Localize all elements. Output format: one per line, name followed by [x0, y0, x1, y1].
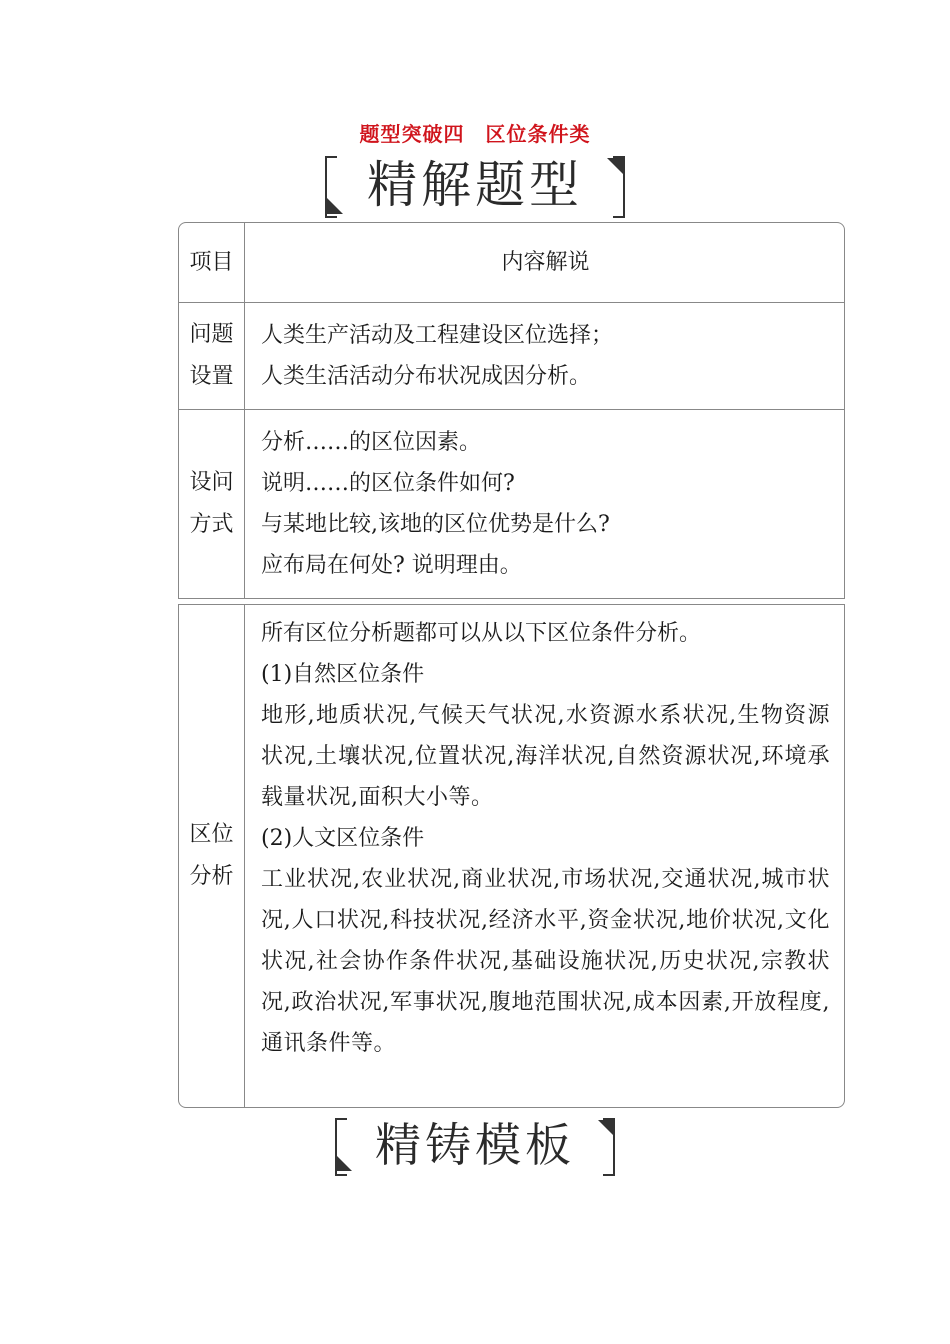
banner-top-text: 精解题型	[367, 156, 583, 214]
human-conditions-text: 工业状况,农业状况,商业状况,市场状况,交通状况,城市状况,人口状况,科技状况,经济水平,资金状况,地价状况,文化状况,社会协作条件状况,基础设施状况,历史状况,宗教状况,政治状况,军事状况,腹地范围状况,成本因素,开放程度,通讯条件等。	[261, 867, 830, 1056]
row-head-line: 区位	[189, 822, 234, 847]
natural-conditions-title: (1)自然区位条件	[261, 662, 425, 687]
page-title: 题型突破四 区位条件类	[359, 122, 591, 146]
header-content-cell: 内容解说	[501, 250, 590, 275]
row-head-line: 问题	[189, 322, 234, 347]
banner-bottom-text: 精铸模板	[375, 1118, 575, 1172]
section-banner-top	[0, 148, 950, 228]
row-head-line: 设置	[189, 364, 234, 389]
row-text-line: 分析……的区位因素。	[261, 430, 482, 455]
content-table	[178, 222, 845, 1108]
table-row	[178, 303, 845, 410]
row-body-cell	[245, 303, 844, 409]
row-body-cell	[245, 410, 844, 598]
row-text-line: 应布局在何处? 说明理由。	[261, 553, 522, 578]
analysis-intro: 所有区位分析题都可以从以下区位条件分析。	[261, 621, 702, 646]
row-text-line: 说明……的区位条件如何?	[261, 471, 515, 496]
table-row	[178, 604, 845, 1108]
row-text-line: 人类生产活动及工程建设区位选择；	[261, 323, 614, 348]
row-head-cell	[179, 605, 245, 1107]
row-text-line: 人类生活活动分布状况成因分析。	[261, 364, 592, 389]
row-head-line: 设问	[189, 470, 234, 495]
row-head-line: 方式	[189, 512, 234, 537]
row-head-cell	[179, 303, 245, 409]
row-head-line: 分析	[189, 864, 234, 889]
row-head-cell	[179, 410, 245, 598]
header-item-cell: 项目	[179, 223, 245, 302]
table-header-row	[178, 222, 845, 303]
human-conditions-title: (2)人文区位条件	[261, 826, 425, 851]
natural-conditions-text: 地形,地质状况,气候天气状况,水资源水系状况,生物资源状况,土壤状况,位置状况,海洋状况,自然资源状况,环境承载量状况,面积大小等。	[261, 703, 830, 810]
row-text-line: 与某地比较,该地的区位优势是什么?	[261, 512, 610, 537]
row-body-cell	[245, 605, 844, 1107]
table-row	[178, 410, 845, 599]
section-banner-bottom	[0, 1110, 950, 1190]
